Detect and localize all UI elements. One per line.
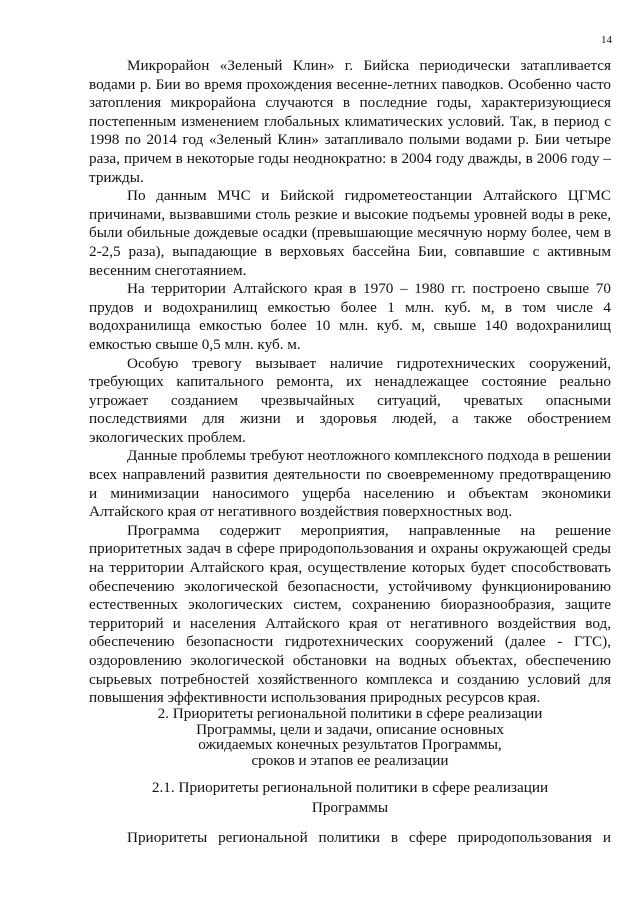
page-number: 14 bbox=[601, 34, 612, 46]
paragraph-problems: Данные проблемы требуют неотложного комплексного подхода в решении всех направлений развития деятельности по своевременному предотвращению и минимизации наносимого ущерба населению и объектам экономики Алтайского края от негативного воздействия поверхностных вод. bbox=[89, 447, 611, 521]
paragraph-program: Программа содержит мероприятия, направленные на решение приоритетных задач в сфере природопользования и охраны окружающей среды на территории Алтайского края, осуществление которых будет способствовать обеспечению экологической безопасности, устойчивому функционированию естественных экологических систем, сохранению биоразнообразия, защите территорий и населения Алтайского края от негативного воздействия вод, обеспечению безопасности гидротехнических сооружений (далее - ГТС), оздоровлению экологической обстановки на водных объектах, обеспечению сырьевых потребностей хозяйственного комплекса и созданию условий для повышения эффективности использования природных ресурсов края. bbox=[89, 521, 611, 707]
section-heading-2-1-line: Программы bbox=[311, 799, 389, 816]
section-heading-2-line: 2. Приоритеты региональной политики в сфере реализации bbox=[157, 705, 543, 722]
section-heading-2-1 bbox=[89, 778, 611, 818]
section-heading-2-line: сроков и этапов ее реализации bbox=[251, 751, 449, 769]
section-heading-2 bbox=[89, 706, 611, 768]
paragraph-hydro-structures: Особую тревогу вызывает наличие гидротехнических сооружений, требующих капитального ремонта, их ненадлежащее состояние реально угрожает созданием чрезвычайных ситуаций, чреватых опасными последствиями для жизни и здоровья людей, а также обострением экологических проблем. bbox=[89, 354, 611, 446]
paragraph-mchs-data: По данным МЧС и Бийской гидрометеостанции Алтайского ЦГМС причинами, вызвавшими столь резкие и высокие подъемы уровней воды в реке, были обильные дождевые осадки (превышающие месячную норму более, чем в 2-2,5 раза), выпадающие в верховьях бассейна Бии, совпавшие с активным весенним снеготаянием. bbox=[89, 187, 611, 279]
paragraph-priorities-start: Приоритеты региональной политики в сфере природопользования и bbox=[127, 829, 611, 846]
body-text bbox=[89, 57, 611, 708]
paragraph-reservoirs: На территории Алтайского края в 1970 – 1980 гг. построено свыше 70 прудов и водохранилищ емкостью более 1 млн. куб. м, в том числе 4 водохранилища емкостью более 10 млн. куб. м, свыше 140 водохранилищ емкостью свыше 0,5 млн. куб. м. bbox=[89, 280, 611, 353]
section-heading-2-1-line: 2.1. Приоритеты региональной политики в сфере реализации bbox=[151, 779, 549, 796]
section-heading-2-line: Программы, цели и задачи, описание основных bbox=[196, 720, 504, 738]
paragraph-zeleny-klin: Микрорайон «Зеленый Клин» г. Бийска периодически затапливается водами р. Бии во время прохождения весенне-летних паводков. Особенно часто затопления микрорайона случаются в последние годы, характеризующиеся постепенным изменением глобальных климатических условий. Так, в период с 1998 по 2014 год «Зеленый Клин» затапливало полыми водами р. Бии четыре раза, причем в некоторые годы неоднократно: в 2004 году дважды, в 2006 году – трижды. bbox=[89, 57, 611, 186]
section-heading-2-line: ожидаемых конечных результатов Программы, bbox=[198, 736, 502, 753]
